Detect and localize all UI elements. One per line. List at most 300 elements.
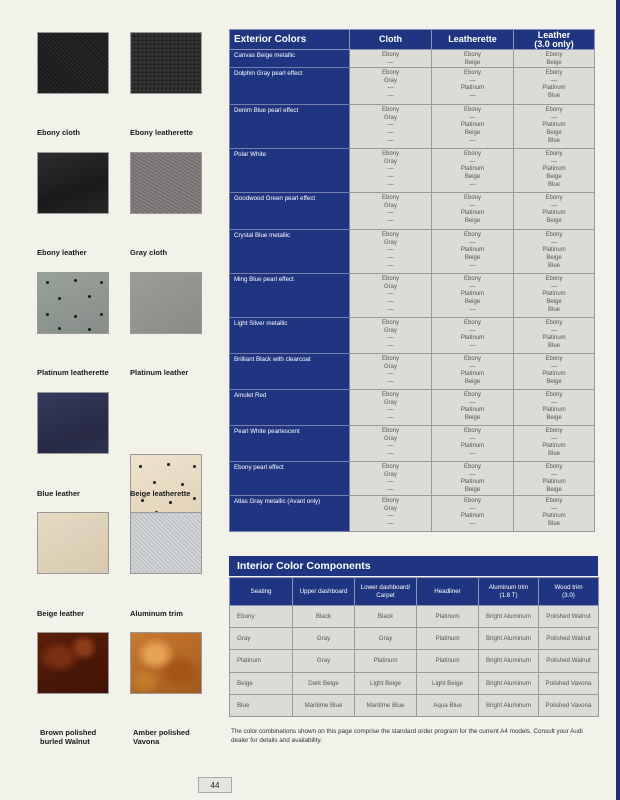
interior-option: — (551, 158, 557, 165)
col-header-leather: Leather (3.0 only) (514, 30, 595, 50)
interior-option: — (551, 77, 557, 84)
exterior-color-name: Denim Blue pearl effect (230, 105, 350, 149)
interior-option: Platinum (460, 166, 485, 173)
swatch-blue-leather (37, 392, 109, 454)
swatch-aluminum-trim (130, 512, 202, 574)
interior-option: — (387, 443, 394, 450)
interior-option: — (387, 247, 394, 254)
interior-option: Beige (464, 59, 481, 66)
interior-option: Ebony (463, 498, 481, 505)
swatch-beige-leather (37, 512, 109, 574)
interior-option: Gray (383, 202, 397, 209)
interior-option: Ebony (381, 320, 399, 327)
interior-option: — (387, 92, 394, 99)
interior-cell: Platinum (417, 606, 479, 628)
interior-option: — (469, 137, 476, 144)
exterior-cell-leather (514, 274, 595, 318)
interior-option: Ebony (545, 107, 563, 114)
interior-option: Ebony (545, 52, 563, 58)
interior-option: Beige (546, 486, 562, 493)
interior-option: — (551, 471, 557, 478)
interior-cell: Bright Aluminum (479, 628, 539, 650)
exterior-cell-leather (514, 105, 595, 149)
interior-option: Blue (547, 520, 560, 527)
interior-option: — (469, 471, 476, 478)
exterior-row (230, 318, 595, 354)
exterior-cell-cloth (350, 149, 432, 193)
interior-option: Platinum (542, 479, 566, 486)
interior-option: Ebony (381, 428, 399, 435)
interior-option: Platinum (542, 513, 566, 520)
interior-option: Gray (383, 283, 397, 290)
interior-cell: Platinum (355, 650, 417, 672)
interior-option: — (387, 85, 394, 92)
interior-option: Platinum (460, 122, 485, 129)
exterior-title: Exterior Colors (230, 30, 350, 50)
col-header-leatherette: Leatherette (432, 30, 514, 50)
interior-option: Platinum (542, 210, 566, 217)
interior-option: — (387, 520, 394, 527)
interior-option: Platinum (460, 479, 485, 486)
interior-row (230, 694, 599, 716)
exterior-cell-leather (514, 230, 595, 274)
interior-cell: Beige (230, 672, 293, 694)
interior-option: — (469, 399, 476, 406)
interior-option: Ebony (463, 392, 481, 399)
exterior-cell-leather (514, 496, 595, 532)
interior-option: Platinum (460, 407, 485, 414)
interior-option: — (469, 327, 476, 334)
exterior-cell-leather (514, 68, 595, 105)
interior-option: Ebony (545, 356, 563, 363)
exterior-cell-leatherette (432, 462, 514, 496)
interior-row (230, 672, 599, 694)
interior-option: — (469, 450, 476, 457)
interior-option: Beige (546, 173, 562, 180)
col-header-cloth: Cloth (350, 30, 432, 50)
swatch-ebony-leather (37, 152, 109, 214)
interior-option: — (551, 114, 557, 121)
exterior-cell-cloth (350, 426, 432, 462)
interior-row (230, 606, 599, 628)
exterior-color-name: Amulet Red (230, 390, 350, 426)
interior-cell: Maritime Blue (293, 694, 355, 716)
interior-option: — (387, 122, 394, 129)
interior-cell: Aqua Blue (417, 694, 479, 716)
interior-option: Gray (383, 327, 397, 334)
interior-option: Ebony (463, 464, 481, 471)
interior-option: Blue (547, 262, 560, 269)
interior-option: — (551, 505, 557, 512)
interior-option: — (469, 77, 476, 84)
interior-option: Ebony (381, 232, 399, 239)
interior-cell: Bright Aluminum (479, 606, 539, 628)
interior-option: Ebony (463, 428, 481, 435)
interior-col-header: Aluminum trim (1.8 T) (479, 578, 539, 606)
interior-option: Ebony (463, 276, 481, 283)
exterior-row (230, 105, 595, 149)
page-edge-binding (616, 0, 620, 800)
exterior-cell-cloth (350, 462, 432, 496)
interior-option: — (469, 505, 476, 512)
interior-option: Platinum (542, 291, 566, 298)
exterior-cell-leather (514, 426, 595, 462)
exterior-color-name: Canvas Beige metallic (230, 50, 350, 68)
exterior-cell-cloth (350, 193, 432, 230)
interior-option: Platinum (460, 443, 485, 450)
interior-col-header: Wood trim (3.0) (539, 578, 599, 606)
interior-option: Ebony (545, 320, 563, 327)
interior-option: Ebony (381, 151, 399, 158)
swatch-amber-polished-vavona (130, 632, 202, 694)
interior-cell: Light Beige (355, 672, 417, 694)
interior-option: Ebony (463, 232, 481, 239)
interior-option: Platinum (460, 291, 485, 298)
interior-cell: Polished Vavona (539, 672, 599, 694)
interior-option: Ebony (381, 356, 399, 363)
interior-option: — (387, 371, 394, 378)
exterior-row (230, 496, 595, 532)
exterior-color-name: Polar White (230, 149, 350, 193)
interior-option: Ebony (545, 276, 563, 283)
interior-option: — (387, 298, 394, 305)
interior-table-body (230, 606, 599, 717)
interior-option: — (469, 181, 476, 188)
interior-option: Platinum (460, 85, 485, 92)
interior-option: Gray (383, 435, 397, 442)
interior-option: Beige (546, 378, 562, 385)
interior-cell: Bright Aluminum (479, 650, 539, 672)
interior-option: Gray (383, 399, 397, 406)
swatch-beige-leatherette (130, 454, 202, 516)
swatch-label: Ebony leather (37, 248, 87, 257)
exterior-color-name: Goodwood Green pearl effect (230, 193, 350, 230)
exterior-row (230, 354, 595, 390)
interior-option: Gray (383, 505, 397, 512)
interior-option: — (551, 435, 557, 442)
interior-option: — (387, 59, 394, 66)
exterior-row (230, 426, 595, 462)
interior-option: Blue (547, 450, 560, 457)
interior-option: — (387, 414, 394, 421)
exterior-cell-cloth (350, 230, 432, 274)
exterior-cell-leatherette (432, 426, 514, 462)
interior-option: Ebony (381, 70, 399, 77)
interior-cell: Maritime Blue (355, 694, 417, 716)
interior-option: Blue (547, 181, 560, 188)
interior-option: Platinum (542, 247, 566, 254)
interior-cell: Gray (293, 628, 355, 650)
exterior-cell-leatherette (432, 496, 514, 532)
exterior-row (230, 193, 595, 230)
interior-cell: Platinum (417, 628, 479, 650)
swatch-label: Beige leatherette (130, 489, 191, 498)
interior-cell: Platinum (417, 650, 479, 672)
exterior-row (230, 230, 595, 274)
exterior-cell-cloth (350, 50, 432, 68)
exterior-color-name: Brilliant Black with clearcoat (230, 354, 350, 390)
exterior-cell-leatherette (432, 50, 514, 68)
interior-option: Beige (464, 414, 481, 421)
page-number: 44 (198, 777, 232, 793)
interior-option: — (551, 202, 557, 209)
interior-option: Platinum (460, 513, 485, 520)
swatch-label: Brown polished burled Walnut (40, 728, 97, 746)
interior-col-header: Headliner (417, 578, 479, 606)
interior-option: — (387, 129, 394, 136)
exterior-cell-cloth (350, 496, 432, 532)
interior-option: Beige (546, 298, 562, 305)
interior-option: Platinum (542, 85, 566, 92)
interior-option: Platinum (460, 335, 485, 342)
exterior-cell-leatherette (432, 105, 514, 149)
exterior-cell-leather (514, 462, 595, 496)
exterior-cell-leatherette (432, 390, 514, 426)
interior-option: — (469, 520, 476, 527)
interior-cell: Gray (293, 650, 355, 672)
exterior-cell-cloth (350, 354, 432, 390)
interior-cell: Black (355, 606, 417, 628)
interior-option: Platinum (460, 371, 485, 378)
exterior-cell-cloth (350, 390, 432, 426)
interior-option: Beige (464, 129, 481, 136)
interior-cell: Polished Walnut (539, 606, 599, 628)
exterior-cell-leatherette (432, 193, 514, 230)
swatch-label: Beige leather (37, 609, 85, 618)
interior-option: Beige (546, 414, 562, 421)
interior-option: — (469, 342, 476, 349)
interior-option: — (551, 363, 557, 370)
interior-option: Ebony (545, 464, 563, 471)
swatch-ebony-cloth (37, 32, 109, 94)
interior-option: — (469, 202, 476, 209)
interior-option: Ebony (463, 195, 481, 202)
interior-option: Beige (546, 254, 562, 261)
exterior-cell-leatherette (432, 318, 514, 354)
interior-option: Platinum (542, 443, 566, 450)
interior-row (230, 628, 599, 650)
interior-option: Gray (383, 77, 397, 84)
exterior-cell-leather (514, 390, 595, 426)
exterior-color-name: Pearl White pearlescent (230, 426, 350, 462)
swatch-label: Platinum leather (130, 368, 189, 377)
interior-option: Beige (464, 173, 481, 180)
exterior-cell-leatherette (432, 230, 514, 274)
availability-note: The color combinations shown on this page comprise the standard order program for the current A4 models. Consult your Audi dealer for details and availability. (231, 728, 583, 744)
interior-option: — (469, 92, 476, 99)
exterior-row (230, 390, 595, 426)
interior-option: Ebony (463, 356, 481, 363)
interior-option: Platinum (460, 247, 485, 254)
interior-option: Beige (464, 486, 481, 493)
interior-option: Gray (383, 471, 397, 478)
interior-option: Beige (546, 59, 562, 66)
interior-option: Gray (383, 114, 397, 121)
swatch-label: Ebony cloth (37, 128, 80, 137)
interior-option: — (387, 306, 394, 313)
interior-cell: Blue (230, 694, 293, 716)
interior-option: Blue (547, 137, 560, 144)
interior-option: Ebony (381, 107, 399, 114)
interior-option: — (387, 181, 394, 188)
interior-option: Beige (546, 217, 562, 224)
interior-option: — (551, 327, 557, 334)
swatch-label: Platinum leatherette (37, 368, 109, 377)
interior-option: Gray (383, 363, 397, 370)
interior-option: Platinum (542, 371, 566, 378)
exterior-cell-leather (514, 193, 595, 230)
interior-option: — (387, 513, 394, 520)
interior-option: — (469, 158, 476, 165)
interior-option: Ebony (463, 320, 481, 327)
interior-option: — (387, 210, 394, 217)
interior-option: — (469, 306, 476, 313)
interior-cell: Bright Aluminum (479, 672, 539, 694)
interior-option: Ebony (381, 195, 399, 202)
interior-option: — (469, 239, 476, 246)
exterior-colors-table (229, 29, 595, 532)
interior-option: Platinum (542, 166, 566, 173)
interior-option: Beige (546, 129, 562, 136)
exterior-row (230, 149, 595, 193)
swatch-platinum-leather (130, 272, 202, 334)
interior-col-header: Upper dashboard (293, 578, 355, 606)
interior-cell: Polished Walnut (539, 650, 599, 672)
interior-option: Platinum (542, 407, 566, 414)
interior-option: — (551, 283, 557, 290)
interior-option: — (387, 173, 394, 180)
interior-option: Ebony (545, 70, 563, 77)
interior-option: Platinum (542, 335, 566, 342)
exterior-row (230, 68, 595, 105)
interior-header-row (230, 578, 599, 606)
exterior-cell-cloth (350, 105, 432, 149)
interior-option: — (387, 486, 394, 493)
interior-option: — (551, 239, 557, 246)
interior-option: Blue (547, 306, 560, 313)
interior-option: Ebony (545, 232, 563, 239)
swatch-label: Gray cloth (130, 248, 168, 257)
interior-option: Ebony (381, 464, 399, 471)
exterior-color-name: Ming Blue pearl effect (230, 274, 350, 318)
interior-option: Ebony (381, 392, 399, 399)
interior-cell: Platinum (230, 650, 293, 672)
swatch-gray-cloth (130, 152, 202, 214)
interior-option: Ebony (463, 70, 481, 77)
swatch-label: Amber polished Vavona (133, 728, 190, 746)
interior-option: — (387, 342, 394, 349)
exterior-cell-leather (514, 50, 595, 68)
interior-option: — (469, 114, 476, 121)
exterior-color-name: Ebony pearl effect (230, 462, 350, 496)
interior-cell: Ebony (230, 606, 293, 628)
interior-cell: Polished Walnut (539, 628, 599, 650)
swatch-platinum-leatherette (37, 272, 109, 334)
exterior-cell-cloth (350, 274, 432, 318)
interior-option: Gray (383, 158, 397, 165)
exterior-color-name: Light Silver metallic (230, 318, 350, 354)
exterior-cell-leatherette (432, 149, 514, 193)
swatch-brown-polished-burled-walnut (37, 632, 109, 694)
interior-option: — (551, 399, 557, 406)
exterior-cell-leatherette (432, 354, 514, 390)
interior-option: Platinum (460, 210, 485, 217)
exterior-row (230, 274, 595, 318)
interior-option: Ebony (463, 52, 481, 58)
exterior-cell-leather (514, 354, 595, 390)
interior-option: Ebony (545, 151, 563, 158)
interior-option: — (387, 335, 394, 342)
interior-option: — (387, 137, 394, 144)
interior-components-table (229, 577, 599, 717)
interior-option: Beige (464, 378, 481, 385)
exterior-table-body (230, 50, 595, 532)
interior-option: — (387, 479, 394, 486)
interior-option: Beige (464, 298, 481, 305)
interior-option: — (387, 166, 394, 173)
interior-cell: Gray (230, 628, 293, 650)
exterior-color-name: Dolphin Gray pearl effect (230, 68, 350, 105)
interior-option: Ebony (381, 498, 399, 505)
interior-cell: Light Beige (417, 672, 479, 694)
interior-cell: Black (293, 606, 355, 628)
exterior-row (230, 50, 595, 68)
interior-option: Ebony (545, 195, 563, 202)
interior-option: — (387, 291, 394, 298)
interior-option: Ebony (381, 276, 399, 283)
exterior-cell-cloth (350, 68, 432, 105)
interior-row (230, 650, 599, 672)
exterior-row (230, 462, 595, 496)
exterior-cell-leather (514, 318, 595, 354)
exterior-color-name: Crystal Blue metallic (230, 230, 350, 274)
exterior-cell-leatherette (432, 274, 514, 318)
interior-option: Ebony (545, 392, 563, 399)
interior-option: Blue (547, 92, 560, 99)
interior-option: — (469, 262, 476, 269)
interior-option: — (469, 363, 476, 370)
interior-cell: Polished Vavona (539, 694, 599, 716)
interior-option: — (387, 254, 394, 261)
swatch-ebony-leatherette (130, 32, 202, 94)
interior-option: Ebony (545, 498, 563, 505)
interior-option: Ebony (381, 52, 399, 58)
interior-cell: Dark Beige (293, 672, 355, 694)
swatch-label: Aluminum trim (130, 609, 183, 618)
interior-col-header: Lower dashboard/ Carpet (355, 578, 417, 606)
exterior-cell-cloth (350, 318, 432, 354)
interior-title: Interior Color Components (229, 556, 598, 576)
interior-option: Blue (547, 342, 560, 349)
interior-col-header: Seating (230, 578, 293, 606)
interior-option: Beige (464, 254, 481, 261)
interior-option: — (469, 283, 476, 290)
interior-option: Platinum (542, 122, 566, 129)
swatch-label: Ebony leatherette (130, 128, 193, 137)
exterior-cell-leather (514, 149, 595, 193)
interior-option: — (387, 217, 394, 224)
interior-option: Ebony (545, 428, 563, 435)
swatch-label: Blue leather (37, 489, 80, 498)
interior-option: — (387, 450, 394, 457)
interior-option: Beige (464, 217, 481, 224)
exterior-cell-leatherette (432, 68, 514, 105)
interior-option: — (469, 435, 476, 442)
exterior-color-name: Atlas Gray metallic (Avant only) (230, 496, 350, 532)
interior-cell: Gray (355, 628, 417, 650)
interior-option: Ebony (463, 151, 481, 158)
interior-option: Ebony (463, 107, 481, 114)
